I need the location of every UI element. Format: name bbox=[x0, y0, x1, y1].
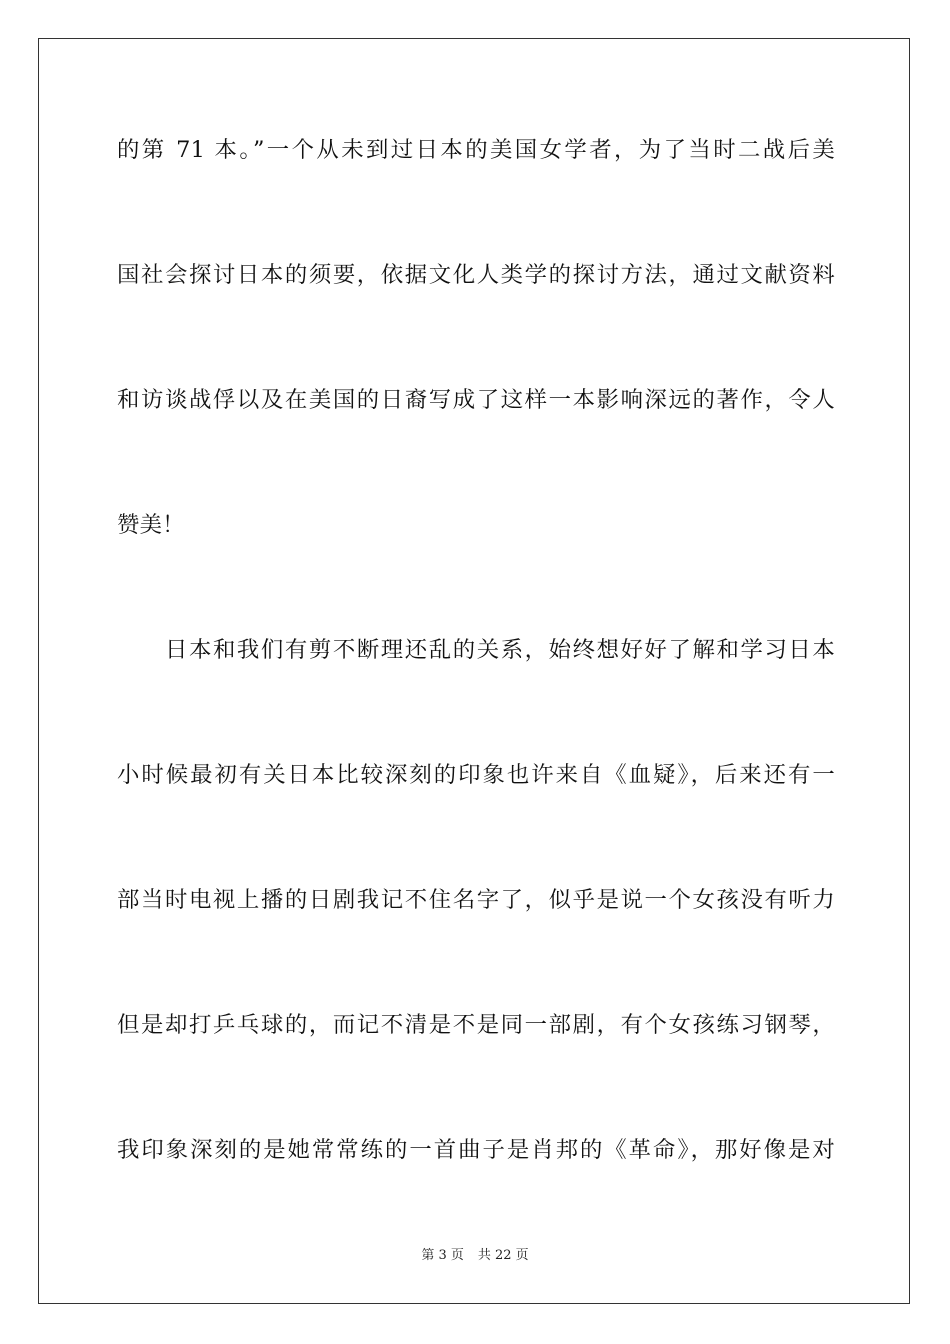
body-text-line: 小时候最初有关日本比较深刻的印象也许来自《血疑》，后来还有一 bbox=[117, 762, 835, 788]
body-text-line: 但是却打乒乓球的，而记不清是不是同一部剧，有个女孩练习钢琴， bbox=[117, 1012, 835, 1038]
page-border bbox=[38, 38, 910, 1304]
body-text-line: 和访谈战俘以及在美国的日裔写成了这样一本影响深远的著作，令人 bbox=[117, 387, 835, 413]
body-text-line: 的第 71 本。”一个从未到过日本的美国女学者，为了当时二战后美 bbox=[117, 137, 835, 163]
paragraph-first-line: 日本和我们有剪不断理还乱的关系，始终想好好了解和学习日本 bbox=[165, 637, 835, 663]
body-text-line: 国社会探讨日本的须要，依据文化人类学的探讨方法，通过文献资料 bbox=[117, 262, 835, 288]
body-text-line: 我印象深刻的是她常常练的一首曲子是肖邦的《革命》，那好像是对 bbox=[117, 1137, 835, 1163]
page-number: 第 3 页 bbox=[421, 1248, 464, 1263]
total-pages: 共 22 页 bbox=[477, 1248, 529, 1263]
body-text-line: 部当时电视上播的日剧我记不住名字了，似乎是说一个女孩没有听力 bbox=[117, 887, 835, 913]
body-text-line: 赞美！ bbox=[117, 512, 185, 538]
page-footer bbox=[0, 1247, 950, 1265]
